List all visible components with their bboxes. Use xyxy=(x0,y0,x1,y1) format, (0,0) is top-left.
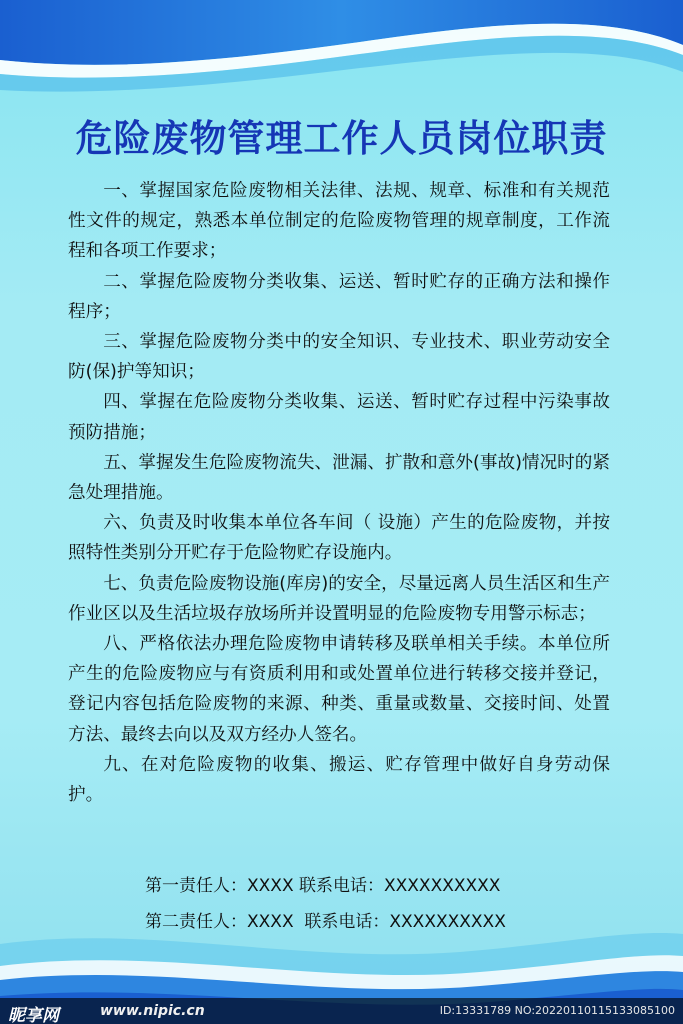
watermark-id: ID:13331789 NO:20220110115133085100 xyxy=(439,1004,675,1017)
duties-list xyxy=(68,176,610,810)
duty-paragraph: 三、掌握危险废物分类中的安全知识、专业技术、职业劳动安全防(保)护等知识； xyxy=(68,332,610,383)
duty-paragraph: 一、掌握国家危险废物相关法律、法规、规章、标准和有关规范性文件的规定，熟悉本单位制定的危险废物管理的规章制度，工作流程和各项工作要求； xyxy=(68,181,610,262)
duty-paragraph: 六、负责及时收集本单位各车间（ 设施）产生的危险废物，并按照特性类别分开贮存于危险物贮存设施内。 xyxy=(68,513,610,564)
duty-paragraph: 五、掌握发生危险废物流失、泄漏、扩散和意外(事故)情况时的紧急处理措施。 xyxy=(68,452,610,504)
top-wave-decoration xyxy=(0,0,683,110)
watermark-logo: 昵享网 xyxy=(8,1006,59,1024)
duty-paragraph: 九、在对危险废物的收集、搬运、贮存管理中做好自身劳动保护。 xyxy=(68,754,610,806)
page-title: 危险废物管理工作人员岗位职责 xyxy=(75,116,608,160)
duty-paragraph: 七、负责危险废物设施(库房)的安全，尽量远离人员生活区和生产作业区以及生活垃圾存放场所并设置明显的危险废物专用警示标志； xyxy=(68,573,610,624)
duty-paragraph: 八、严格依法办理危险废物申请转移及联单相关手续。本单位所产生的危险废物应与有资质利用和或处置单位进行转移交接并登记，登记内容包括危险废物的来源、种类、重量或数量、交接时间、处置方法、最终去向以及双方经办人签名。 xyxy=(68,634,610,745)
duty-paragraph: 四、掌握在危险废物分类收集、运送、暂时贮存过程中污染事故预防措施； xyxy=(68,392,610,443)
second-responsible-contact: 第二责任人：XXXX 联系电话：XXXXXXXXXX xyxy=(145,912,506,932)
watermark-bar xyxy=(0,998,683,1024)
duty-paragraph: 二、掌握危险废物分类收集、运送、暂时贮存的正确方法和操作程序； xyxy=(68,271,610,322)
first-responsible-contact: 第一责任人：XXXX 联系电话：XXXXXXXXXX xyxy=(145,876,501,896)
watermark-url: www.nipic.cn xyxy=(100,1003,205,1019)
